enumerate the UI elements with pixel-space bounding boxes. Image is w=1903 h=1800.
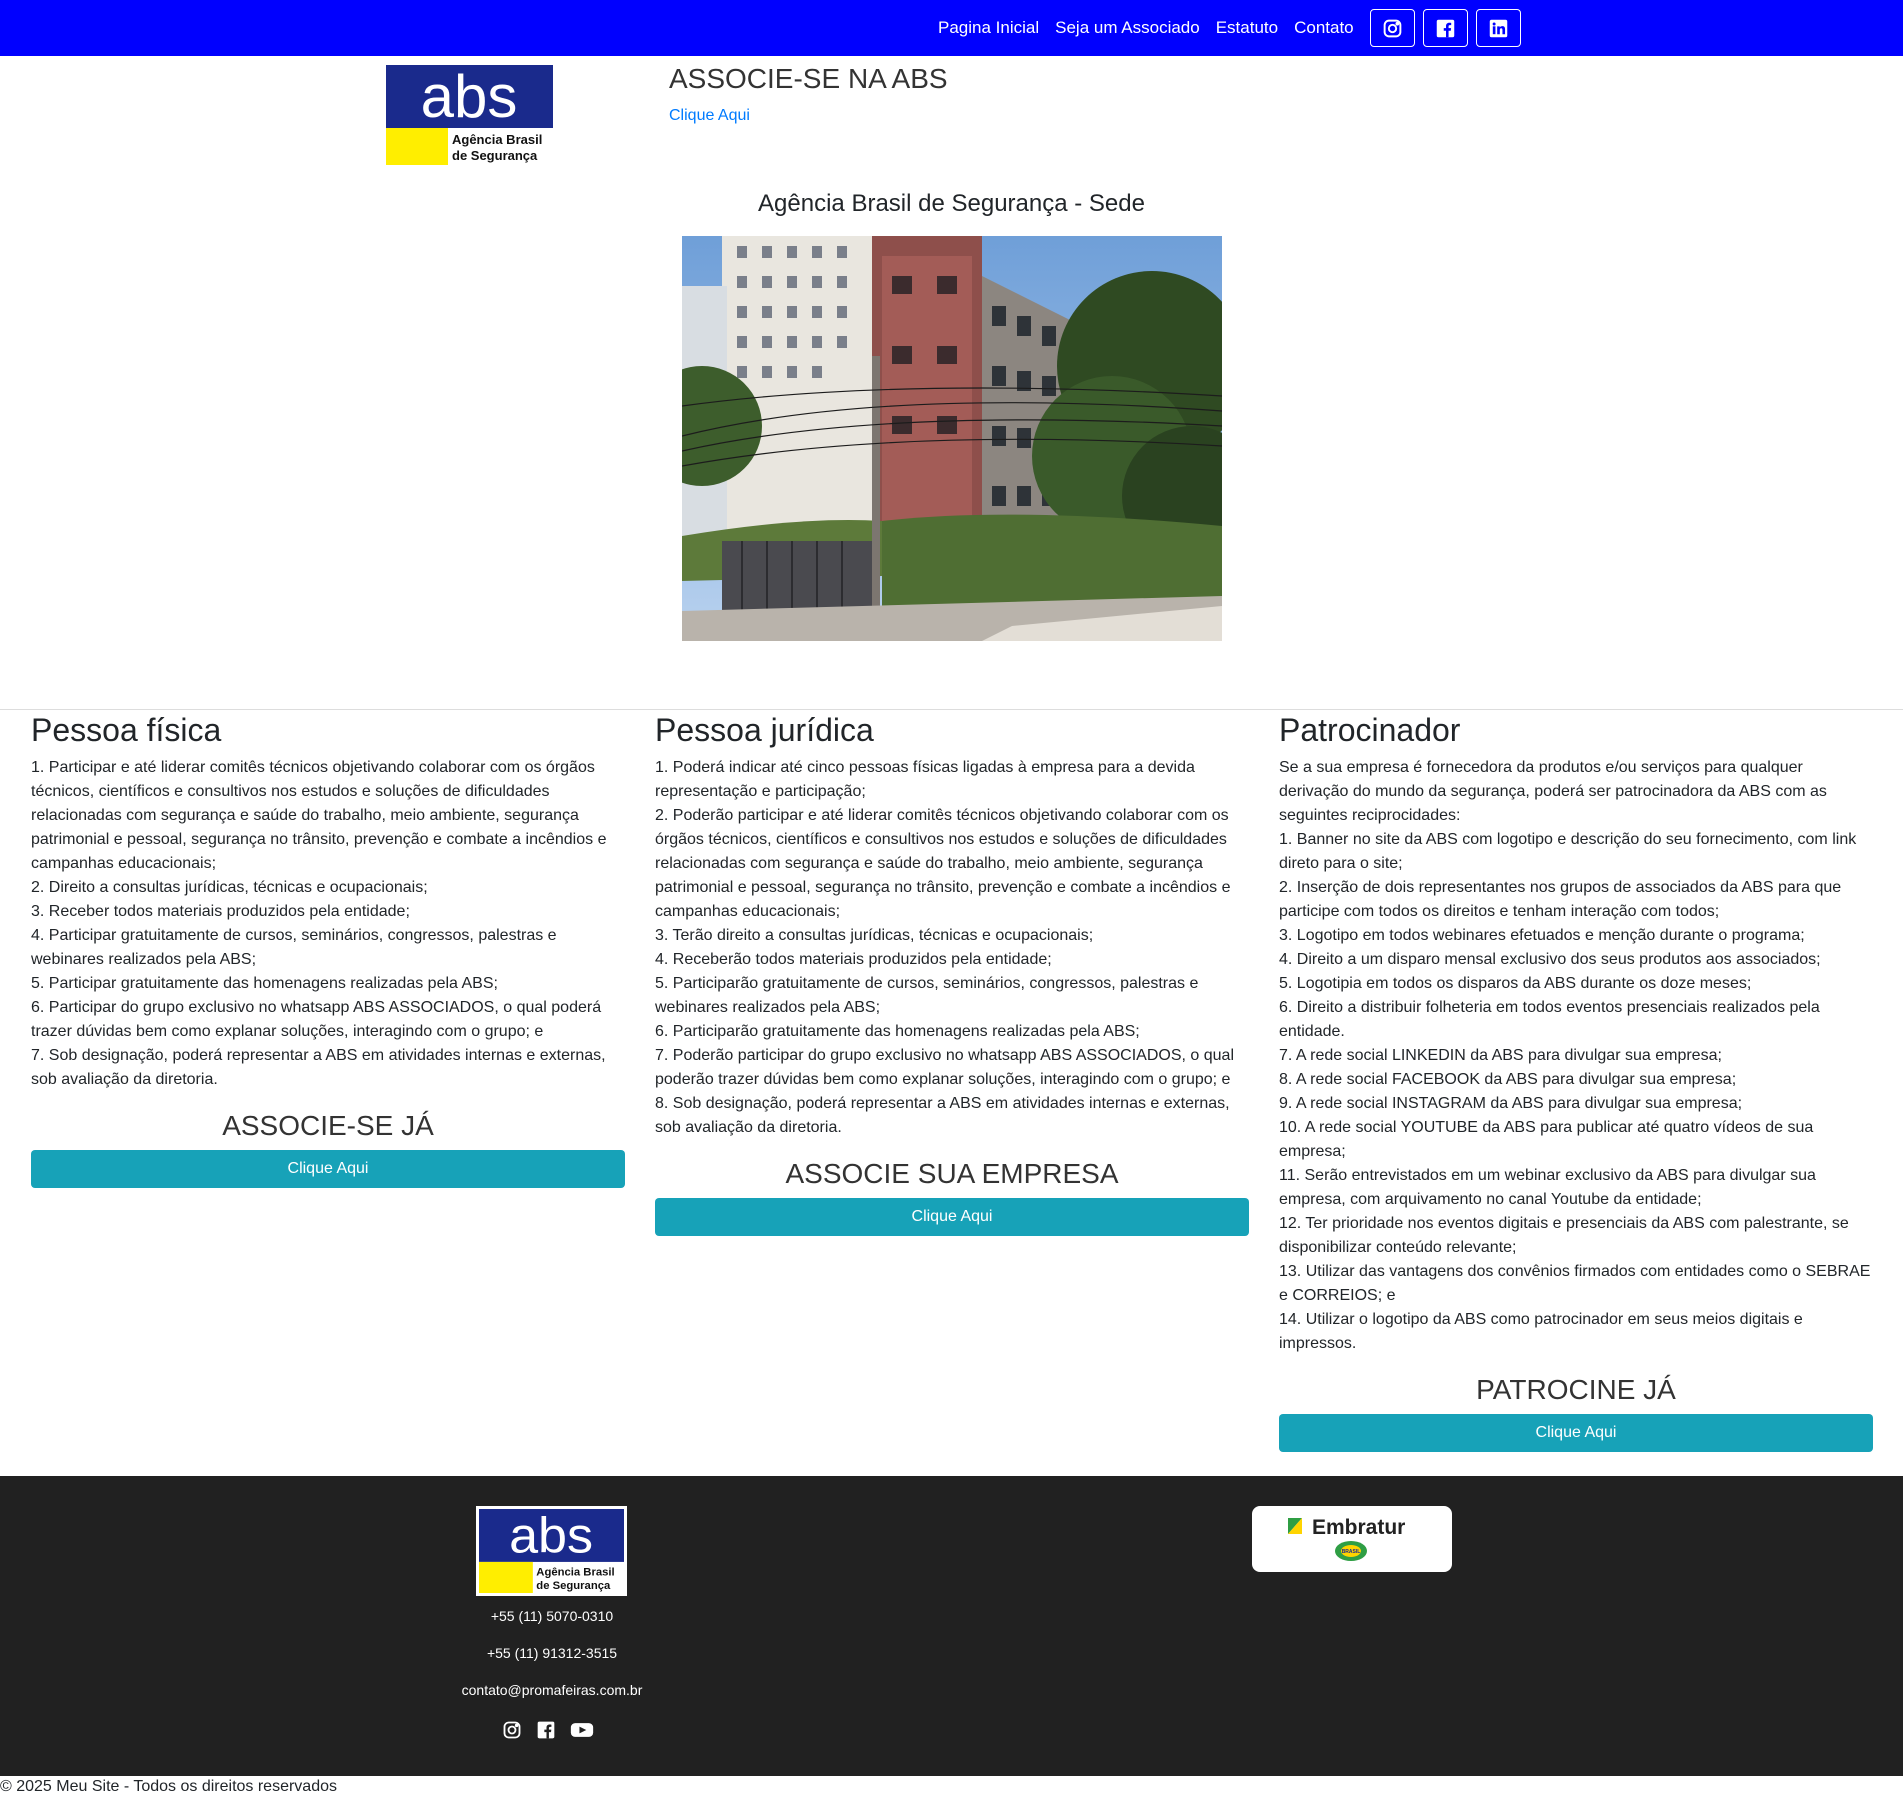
- sede-title: Agência Brasil de Segurança - Sede: [758, 190, 1145, 217]
- benefit-line: 8. Sob designação, poderá representar a ABS em atividades internas e externas, sob avaliação da diretoria.: [655, 1095, 1230, 1136]
- cta-title: ASSOCIE SUA EMPRESA: [785, 1158, 1119, 1189]
- footer-logo-line2: de Segurança: [536, 1579, 611, 1592]
- benefit-line: 2. Direito a consultas jurídicas, técnicas e ocupacionais;: [31, 879, 428, 896]
- embratur-name: Embratur: [1312, 1516, 1406, 1539]
- footer-abs-logo: [476, 1506, 627, 1596]
- footer-logo-wordmark: abs: [509, 1509, 594, 1564]
- nav-link-seja-associado[interactable]: Seja um Associado: [1055, 18, 1200, 37]
- facebook-button[interactable]: [1423, 9, 1468, 47]
- logo-line1: Agência Brasil: [452, 132, 543, 147]
- benefit-line: 13. Utilizar das vantagens dos convênios firmados com entidades como o SEBRAE e CORREIOS; e: [1279, 1263, 1871, 1304]
- benefit-line: 12. Ter prioridade nos eventos digitais e presenciais da ABS com palestrante, se disponibilizar conteúdo relevante;: [1279, 1215, 1849, 1256]
- benefit-line: 6. Direito a distribuir folheteria em todos eventos presenciais realizados pela entidade.: [1279, 999, 1820, 1040]
- benefit-line: 5. Participar gratuitamente das homenagens realizadas pela ABS;: [31, 975, 498, 992]
- benefit-line: 6. Participarão gratuitamente das homenagens realizadas pela ABS;: [655, 1023, 1140, 1040]
- patrocine-button[interactable]: Clique Aqui: [1279, 1414, 1873, 1452]
- cta-title: ASSOCIE-SE JÁ: [222, 1110, 434, 1141]
- column-pessoa-fisica: [31, 710, 625, 1188]
- benefit-line: 5. Participarão gratuitamente de cursos, seminários, congressos, palestras e webinares realizados pela ABS;: [655, 975, 1199, 1016]
- footer: [0, 1476, 1903, 1776]
- nav-link-estatuto[interactable]: Estatuto: [1215, 18, 1279, 37]
- benefit-line: 8. A rede social FACEBOOK da ABS para divulgar sua empresa;: [1279, 1071, 1737, 1088]
- benefit-line: 4. Receberão todos materiais produzidos pela entidade;: [655, 951, 1052, 968]
- benefit-line: 2. Poderão participar e até liderar comitês técnicos objetivando colaborar com os órgãos técnicos, científicos e consultivos nos estudos e soluções de dificuldades relacionadas com segurança e saúde do trabalho, meio ambiente, segurança patrimonial e pessoal, segurança no trânsito, prevenção e combate a incêndios e campanhas educacionais;: [655, 807, 1231, 920]
- associe-ja-button[interactable]: Clique Aqui: [31, 1150, 625, 1188]
- linkedin-button[interactable]: [1476, 9, 1521, 47]
- associe-title: ASSOCIE-SE NA ABS: [669, 63, 948, 94]
- benefit-line: 4. Participar gratuitamente de cursos, seminários, congressos, palestras e webinares realizados pela ABS;: [31, 927, 557, 968]
- benefit-line: 3. Terão direito a consultas jurídicas, técnicas e ocupacionais;: [655, 927, 1094, 944]
- nav-links: [938, 0, 1529, 56]
- footer-social: [502, 1720, 592, 1742]
- facebook-icon[interactable]: [536, 1720, 558, 1742]
- benefit-line: 5. Logotipia em todos os disparos da ABS durante os doze meses;: [1279, 975, 1752, 992]
- sede-photo: [682, 236, 1222, 641]
- footer-phone-1: +55 (11) 5070-0310: [490, 1608, 614, 1624]
- column-benefits: [31, 756, 625, 1092]
- abs-logo[interactable]: [386, 65, 553, 165]
- benefit-line: 7. A rede social LINKEDIN da ABS para divulgar sua empresa;: [1279, 1047, 1722, 1064]
- linkedin-icon: [1488, 18, 1509, 39]
- footer-phone-2: +55 (11) 91312-3515: [486, 1645, 618, 1661]
- benefit-line: 14. Utilizar o logotipo da ABS como patrocinador em seus meios digitais e impressos.: [1279, 1311, 1803, 1352]
- benefit-line: 1. Banner no site da ABS com logotipo e descrição do seu fornecimento, com link direto para o site;: [1279, 831, 1857, 872]
- top-navbar: [0, 0, 1903, 56]
- embratur-partner-logo[interactable]: [1252, 1506, 1452, 1572]
- logo-line2: de Segurança: [452, 148, 538, 163]
- column-benefits: [1279, 756, 1873, 1356]
- facebook-icon: [1435, 18, 1456, 39]
- instagram-button[interactable]: [1370, 9, 1415, 47]
- benefit-line: 4. Direito a um disparo mensal exclusivo dos seus produtos aos associados;: [1279, 951, 1821, 968]
- benefit-line: 3. Logotipo em todos webinares efetuados e menção durante o programa;: [1279, 927, 1805, 944]
- column-benefits: [655, 756, 1249, 1140]
- instagram-icon[interactable]: [502, 1720, 524, 1742]
- benefit-line: 2. Inserção de dois representantes nos grupos de associados da ABS para que participe com todos os direitos e tenham interação com todos;: [1279, 879, 1842, 920]
- logo-wordmark: abs: [420, 65, 518, 130]
- benefit-line: 7. Sob designação, poderá representar a ABS em atividades internas e externas, sob avaliação da diretoria.: [31, 1047, 606, 1088]
- associe-empresa-button[interactable]: Clique Aqui: [655, 1198, 1249, 1236]
- column-title: Patrocinador: [1279, 712, 1461, 748]
- column-pessoa-juridica: [655, 710, 1249, 1236]
- benefit-line: 11. Serão entrevistados em um webinar exclusivo da ABS para divulgar sua empresa, com arquivamento no canal Youtube da entidade;: [1279, 1167, 1816, 1208]
- embratur-subtitle: BRASIL: [1341, 1549, 1361, 1555]
- benefit-line: 9. A rede social INSTAGRAM da ABS para divulgar sua empresa;: [1279, 1095, 1743, 1112]
- column-patrocinador: [1279, 710, 1873, 1452]
- associe-link[interactable]: Clique Aqui: [669, 107, 750, 124]
- nav-link-pagina-inicial[interactable]: Pagina Inicial: [938, 18, 1040, 37]
- instagram-icon: [1382, 18, 1403, 39]
- benefit-line: 1. Poderá indicar até cinco pessoas físicas ligadas à empresa para a devida representação e participação;: [655, 759, 1195, 800]
- benefit-line: 6. Participar do grupo exclusivo no whatsapp ABS ASSOCIADOS, o qual poderá trazer dúvidas bem como explanar soluções, interagindo com o grupo; e: [31, 999, 602, 1040]
- footer-email[interactable]: contato@promafeiras.com.br: [461, 1682, 643, 1698]
- copyright: © 2025 Meu Site - Todos os direitos reservados: [0, 1778, 337, 1795]
- nav-link-contato[interactable]: Contato: [1294, 18, 1354, 37]
- benefit-line: 7. Poderão participar do grupo exclusivo no whatsapp ABS ASSOCIADOS, o qual poderão trazer dúvidas bem como explanar soluções, interagindo com o grupo; e: [655, 1047, 1234, 1088]
- cta-title: PATROCINE JÁ: [1476, 1374, 1676, 1405]
- benefit-line: Se a sua empresa é fornecedora da produtos e/ou serviços para qualquer derivação do mundo da segurança, poderá ser patrocinadora da ABS com as seguintes reciprocidades:: [1279, 759, 1827, 824]
- column-title: Pessoa física: [31, 712, 222, 748]
- benefit-line: 1. Participar e até liderar comitês técnicos objetivando colaborar com os órgãos técnicos, científicos e consultivos nos estudos e soluções de dificuldades relacionadas com segurança e saúde do trabalho, meio ambiente, segurança patrimonial e pessoal, segurança no trânsito, prevenção e combate a incêndios e campanhas educacionais;: [31, 759, 607, 872]
- benefit-line: 10. A rede social YOUTUBE da ABS para publicar até quatro vídeos de sua empresa;: [1279, 1119, 1814, 1160]
- youtube-icon[interactable]: [570, 1720, 592, 1742]
- footer-logo-line1: Agência Brasil: [536, 1566, 615, 1579]
- column-title: Pessoa jurídica: [655, 712, 874, 748]
- benefit-line: 3. Receber todos materiais produzidos pela entidade;: [31, 903, 410, 920]
